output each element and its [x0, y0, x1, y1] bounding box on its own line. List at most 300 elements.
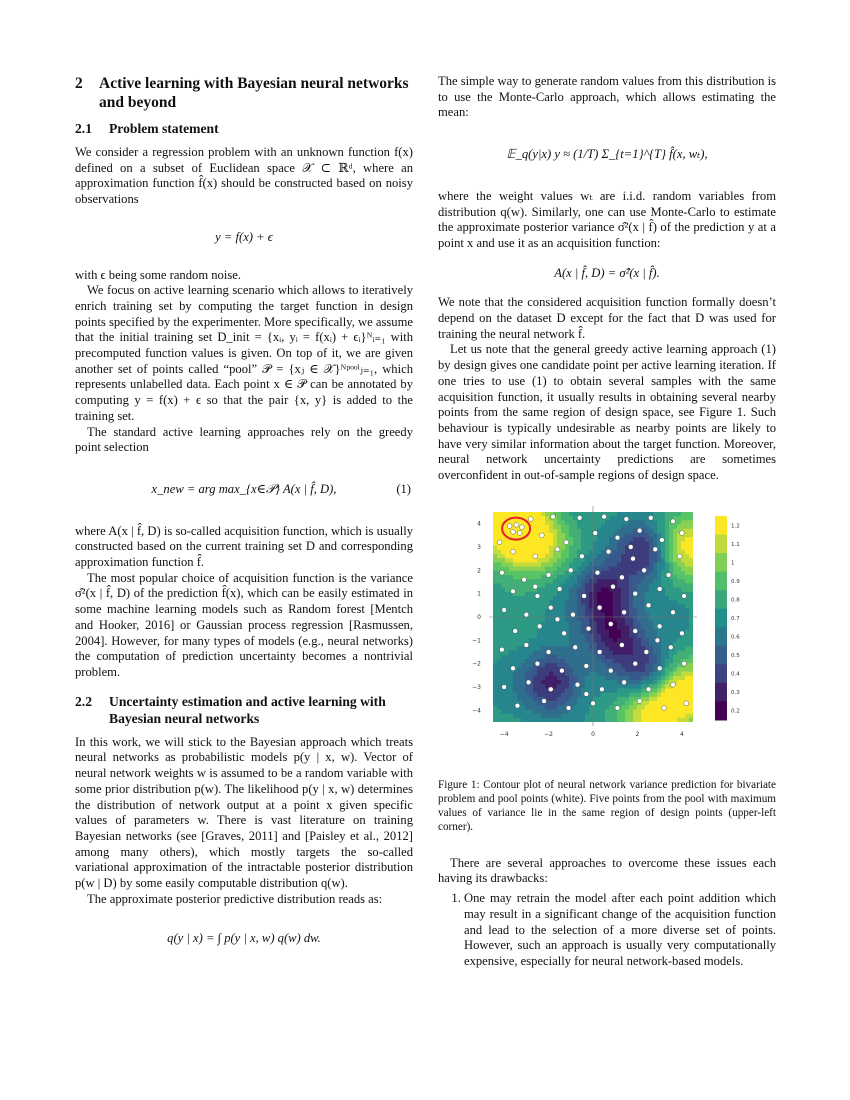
contour-cell — [553, 655, 558, 660]
contour-cell — [613, 520, 618, 525]
contour-cell — [621, 621, 626, 626]
contour-cell — [649, 596, 654, 601]
contour-cell — [497, 554, 502, 559]
contour-cell — [573, 713, 578, 718]
contour-cell — [665, 688, 670, 693]
colorbar-segment — [715, 683, 727, 702]
contour-cell — [685, 680, 690, 685]
contour-cell — [549, 697, 554, 702]
contour-cell — [641, 663, 646, 668]
contour-cell — [689, 688, 694, 693]
contour-cell — [525, 650, 530, 655]
contour-cell — [617, 671, 622, 676]
contour-cell — [677, 600, 682, 605]
contour-cell — [645, 667, 650, 672]
contour-cell — [513, 688, 518, 693]
contour-cell — [613, 629, 618, 634]
contour-cell — [689, 638, 694, 643]
contour-cell — [629, 684, 634, 689]
contour-cell — [577, 524, 582, 529]
contour-cell — [681, 692, 686, 697]
contour-cell — [569, 554, 574, 559]
contour-cell — [529, 659, 534, 664]
contour-cell — [633, 701, 638, 706]
contour-cell — [677, 642, 682, 647]
contour-cell — [605, 629, 610, 634]
contour-cell — [537, 562, 542, 567]
contour-cell — [657, 646, 662, 651]
contour-cell — [613, 617, 618, 622]
contour-cell — [673, 667, 678, 672]
contour-cell — [541, 663, 546, 668]
contour-cell — [617, 650, 622, 655]
contour-cell — [525, 667, 530, 672]
paragraph: There are several approaches to overcome these issues each having its drawbacks: — [438, 855, 776, 886]
contour-cell — [533, 617, 538, 622]
contour-cell — [549, 642, 554, 647]
contour-cell — [517, 562, 522, 567]
contour-cell — [665, 529, 670, 534]
contour-cell — [509, 709, 514, 714]
contour-cell — [669, 533, 674, 538]
contour-cell — [665, 554, 670, 559]
contour-cell — [513, 655, 518, 660]
contour-cell — [581, 655, 586, 660]
contour-cell — [569, 537, 574, 542]
contour-cell — [565, 638, 570, 643]
contour-cell — [661, 562, 666, 567]
contour-cell — [545, 533, 550, 538]
contour-cell — [625, 524, 630, 529]
contour-cell — [497, 718, 502, 723]
contour-cell — [529, 617, 534, 622]
contour-cell — [541, 600, 546, 605]
contour-cell — [577, 718, 582, 723]
contour-cell — [681, 646, 686, 651]
contour-cell — [549, 541, 554, 546]
contour-cell — [553, 537, 558, 542]
contour-cell — [657, 554, 662, 559]
contour-cell — [641, 638, 646, 643]
contour-cell — [673, 709, 678, 714]
contour-cell — [585, 571, 590, 576]
contour-cell — [689, 718, 694, 723]
contour-cell — [493, 671, 498, 676]
contour-cell — [497, 579, 502, 584]
contour-cell — [533, 692, 538, 697]
contour-cell — [649, 571, 654, 576]
contour-cell — [581, 642, 586, 647]
contour-cell — [685, 650, 690, 655]
pool-point — [619, 642, 624, 647]
contour-cell — [509, 558, 514, 563]
pool-point — [679, 631, 684, 636]
contour-cell — [633, 516, 638, 521]
contour-cell — [597, 692, 602, 697]
contour-cell — [605, 596, 610, 601]
contour-cell — [541, 541, 546, 546]
equation-acquisition: A(x | f̂, D) = σ̂²(x | f̂). — [554, 265, 660, 280]
contour-cell — [553, 579, 558, 584]
contour-cell — [601, 709, 606, 714]
contour-cell — [689, 571, 694, 576]
contour-cell — [613, 642, 618, 647]
contour-cell — [509, 688, 514, 693]
contour-cell — [573, 705, 578, 710]
pool-point — [615, 535, 620, 540]
contour-cell — [561, 709, 566, 714]
contour-cell — [537, 524, 542, 529]
contour-cell — [545, 655, 550, 660]
contour-cell — [569, 592, 574, 597]
contour-cell — [613, 571, 618, 576]
equation-noise: y = f(x) + ϵ — [215, 229, 273, 244]
contour-cell — [645, 705, 650, 710]
contour-cell — [657, 676, 662, 681]
contour-cell — [565, 671, 570, 676]
contour-cell — [537, 629, 542, 634]
contour-cell — [537, 642, 542, 647]
contour-cell — [641, 718, 646, 723]
contour-cell — [625, 529, 630, 534]
contour-cell — [685, 579, 690, 584]
contour-cell — [625, 587, 630, 592]
contour-cell — [653, 592, 658, 597]
contour-cell — [609, 680, 614, 685]
contour-cell — [637, 533, 642, 538]
contour-cell — [665, 625, 670, 630]
contour-cell — [625, 583, 630, 588]
pool-point — [502, 684, 507, 689]
contour-cell — [585, 684, 590, 689]
contour-cell — [549, 550, 554, 555]
contour-cell — [533, 537, 538, 542]
contour-cell — [541, 676, 546, 681]
contour-cell — [609, 684, 614, 689]
contour-cell — [673, 575, 678, 580]
contour-cell — [609, 592, 614, 597]
contour-cell — [541, 520, 546, 525]
contour-cell — [493, 575, 498, 580]
contour-cell — [665, 692, 670, 697]
contour-cell — [533, 701, 538, 706]
contour-cell — [601, 638, 606, 643]
contour-cell — [605, 655, 610, 660]
contour-cell — [649, 587, 654, 592]
contour-cell — [561, 575, 566, 580]
contour-cell — [569, 692, 574, 697]
contour-cell — [557, 562, 562, 567]
contour-cell — [621, 558, 626, 563]
contour-cell — [493, 667, 498, 672]
contour-cell — [597, 709, 602, 714]
contour-cell — [573, 541, 578, 546]
contour-cell — [637, 558, 642, 563]
contour-cell — [685, 638, 690, 643]
contour-cell — [517, 713, 522, 718]
contour-cell — [621, 537, 626, 542]
contour-cell — [601, 600, 606, 605]
contour-cell — [685, 655, 690, 660]
contour-cell — [665, 592, 670, 597]
contour-cell — [605, 541, 610, 546]
pool-point — [671, 610, 676, 615]
contour-cell — [497, 529, 502, 534]
contour-cell — [517, 709, 522, 714]
contour-cell — [581, 709, 586, 714]
contour-cell — [501, 621, 506, 626]
contour-cell — [537, 587, 542, 592]
contour-cell — [617, 566, 622, 571]
pool-point — [608, 668, 613, 673]
contour-cell — [597, 537, 602, 542]
contour-cell — [573, 529, 578, 534]
contour-cell — [585, 520, 590, 525]
contour-cell — [649, 638, 654, 643]
contour-cell — [657, 655, 662, 660]
contour-cell — [549, 659, 554, 664]
contour-cell — [617, 604, 622, 609]
contour-cell — [593, 638, 598, 643]
contour-cell — [509, 697, 514, 702]
contour-cell — [629, 650, 634, 655]
contour-cell — [641, 709, 646, 714]
contour-cell — [545, 554, 550, 559]
contour-cell — [505, 629, 510, 634]
contour-cell — [505, 529, 510, 534]
contour-cell — [537, 516, 542, 521]
contour-cell — [497, 680, 502, 685]
pool-point — [584, 663, 589, 668]
contour-cell — [565, 625, 570, 630]
contour-cell — [529, 604, 534, 609]
contour-cell — [625, 692, 630, 697]
contour-cell — [637, 579, 642, 584]
contour-cell — [569, 558, 574, 563]
contour-cell — [653, 697, 658, 702]
contour-cell — [525, 592, 530, 597]
contour-cell — [665, 701, 670, 706]
paragraph: with ϵ being some random noise. — [75, 267, 241, 282]
contour-cell — [673, 558, 678, 563]
paragraph: The approximate posterior predictive distribution reads as: — [87, 891, 383, 906]
contour-cell — [517, 583, 522, 588]
contour-cell — [621, 659, 626, 664]
contour-cell — [633, 562, 638, 567]
contour-cell — [521, 629, 526, 634]
pool-point — [514, 522, 519, 527]
contour-cell — [561, 655, 566, 660]
contour-cell — [621, 713, 626, 718]
contour-cell — [685, 625, 690, 630]
contour-cell — [605, 638, 610, 643]
contour-cell — [621, 617, 626, 622]
contour-cell — [533, 600, 538, 605]
contour-cell — [553, 676, 558, 681]
contour-cell — [573, 617, 578, 622]
contour-cell — [505, 625, 510, 630]
contour-cell — [505, 566, 510, 571]
contour-cell — [649, 533, 654, 538]
contour-cell — [685, 520, 690, 525]
contour-cell — [637, 713, 642, 718]
contour-cell — [653, 554, 658, 559]
contour-cell — [625, 554, 630, 559]
contour-cell — [593, 680, 598, 685]
x-tick-label: −2 — [544, 730, 553, 738]
contour-cell — [529, 537, 534, 542]
contour-cell — [657, 533, 662, 538]
contour-cell — [681, 587, 686, 592]
contour-cell — [493, 617, 498, 622]
contour-cell — [645, 625, 650, 630]
contour-cell — [625, 650, 630, 655]
contour-cell — [565, 718, 570, 723]
contour-cell — [561, 697, 566, 702]
contour-cell — [549, 587, 554, 592]
contour-cell — [677, 575, 682, 580]
contour-cell — [653, 575, 658, 580]
pool-point — [564, 540, 569, 545]
contour-cell — [609, 524, 614, 529]
contour-cell — [553, 697, 558, 702]
contour-cell — [621, 529, 626, 534]
contour-cell — [613, 621, 618, 626]
contour-cell — [689, 566, 694, 571]
contour-cell — [657, 516, 662, 521]
contour-cell — [637, 541, 642, 546]
contour-cell — [545, 671, 550, 676]
pool-point — [633, 628, 638, 633]
pool-point — [582, 593, 587, 598]
contour-cell — [545, 705, 550, 710]
contour-cell — [533, 634, 538, 639]
contour-cell — [577, 713, 582, 718]
contour-cell — [681, 688, 686, 693]
contour-cell — [681, 680, 686, 685]
contour-cell — [509, 646, 514, 651]
contour-cell — [569, 596, 574, 601]
contour-cell — [641, 676, 646, 681]
contour-cell — [665, 608, 670, 613]
contour-cell — [521, 713, 526, 718]
pool-point — [526, 680, 531, 685]
contour-cell — [689, 533, 694, 538]
contour-cell — [561, 659, 566, 664]
contour-cell — [665, 550, 670, 555]
contour-cell — [689, 629, 694, 634]
contour-cell — [649, 566, 654, 571]
contour-cell — [637, 667, 642, 672]
contour-cell — [541, 592, 546, 597]
contour-cell — [581, 566, 586, 571]
contour-cell — [673, 545, 678, 550]
contour-cell — [661, 533, 666, 538]
contour-cell — [561, 625, 566, 630]
contour-cell — [653, 566, 658, 571]
contour-cell — [569, 600, 574, 605]
contour-cell — [565, 608, 570, 613]
contour-cell — [505, 562, 510, 567]
contour-cell — [629, 524, 634, 529]
contour-cell — [577, 562, 582, 567]
contour-cell — [565, 592, 570, 597]
contour-cell — [497, 663, 502, 668]
contour-cell — [545, 550, 550, 555]
contour-cell — [661, 524, 666, 529]
contour-cell — [617, 692, 622, 697]
contour-cell — [641, 558, 646, 563]
contour-cell — [681, 684, 686, 689]
contour-cell — [541, 638, 546, 643]
contour-cell — [673, 646, 678, 651]
contour-cell — [541, 671, 546, 676]
contour-cell — [597, 663, 602, 668]
contour-cell — [521, 705, 526, 710]
contour-cell — [641, 550, 646, 555]
pool-point — [648, 515, 653, 520]
contour-cell — [621, 587, 626, 592]
contour-cell — [649, 676, 654, 681]
contour-cell — [689, 680, 694, 685]
contour-cell — [509, 617, 514, 622]
contour-cell — [649, 575, 654, 580]
contour-cell — [669, 713, 674, 718]
contour-cell — [557, 688, 562, 693]
contour-cell — [573, 634, 578, 639]
contour-cell — [525, 621, 530, 626]
contour-cell — [513, 718, 518, 723]
contour-cell — [689, 545, 694, 550]
contour-cell — [689, 596, 694, 601]
contour-cell — [545, 596, 550, 601]
contour-cell — [649, 541, 654, 546]
contour-cell — [517, 608, 522, 613]
contour-cell — [677, 524, 682, 529]
contour-cell — [549, 537, 554, 542]
contour-cell — [577, 520, 582, 525]
contour-cell — [677, 680, 682, 685]
contour-cell — [681, 524, 686, 529]
contour-cell — [605, 634, 610, 639]
contour-cell — [537, 688, 542, 693]
contour-cell — [497, 659, 502, 664]
contour-cell — [525, 705, 530, 710]
contour-cell — [689, 625, 694, 630]
contour-cell — [633, 650, 638, 655]
contour-cell — [493, 621, 498, 626]
contour-cell — [565, 596, 570, 601]
contour-cell — [645, 562, 650, 567]
pool-point — [542, 698, 547, 703]
contour-cell — [513, 566, 518, 571]
pool-point — [579, 554, 584, 559]
contour-cell — [529, 638, 534, 643]
contour-cell — [681, 520, 686, 525]
contour-cell — [649, 697, 654, 702]
contour-cell — [637, 705, 642, 710]
contour-cell — [521, 596, 526, 601]
contour-cell — [557, 650, 562, 655]
contour-cell — [593, 583, 598, 588]
contour-cell — [653, 650, 658, 655]
contour-cell — [601, 566, 606, 571]
contour-cell — [549, 592, 554, 597]
contour-cell — [609, 541, 614, 546]
contour-cell — [665, 583, 670, 588]
contour-cell — [689, 709, 694, 714]
contour-cell — [597, 718, 602, 723]
